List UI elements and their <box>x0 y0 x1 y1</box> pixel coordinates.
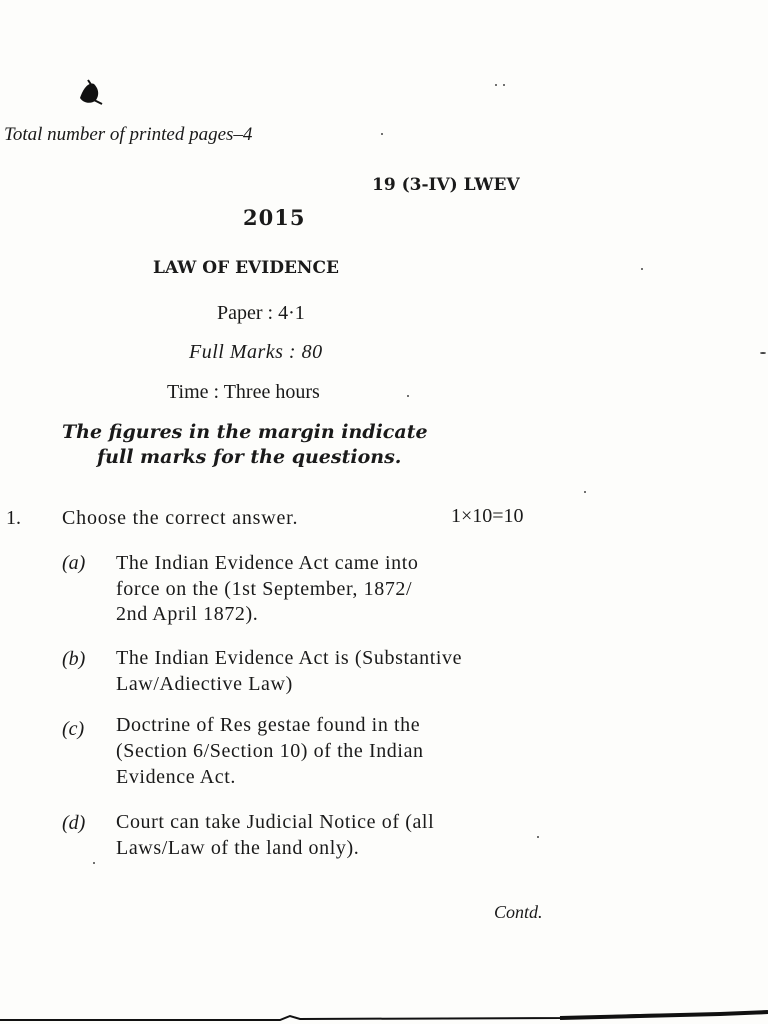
option-label: (a) <box>62 552 86 574</box>
hand-drawn-mark-icon <box>76 78 104 108</box>
instruction-line-1: The figures in the margin indicate <box>62 421 428 443</box>
question-marks: 1×10=10 <box>451 505 524 527</box>
option-label: (b) <box>62 648 86 670</box>
option-line: Court can take Judicial Notice of (all <box>116 811 435 833</box>
option-line: Doctrine of Res gestae found in the <box>116 714 421 736</box>
option-label: (c) <box>62 718 85 740</box>
option-line: force on the (1st September, 1872/ <box>116 578 413 600</box>
option-label: (d) <box>62 812 86 834</box>
paper-code: 19 (3-IV) LWEV <box>372 175 520 195</box>
option-line: The Indian Evidence Act came into <box>116 552 419 574</box>
option-line: (Section 6/Section 10) of the Indian <box>116 740 424 762</box>
option-line: Evidence Act. <box>116 766 236 788</box>
scan-speck <box>537 836 539 838</box>
instruction-line-2: full marks for the questions. <box>97 446 402 468</box>
option-line: Laws/Law of the land only). <box>116 837 360 859</box>
scan-speck <box>503 84 505 86</box>
scan-speck <box>584 491 586 493</box>
scan-speck <box>760 352 766 354</box>
exam-time: Time : Three hours <box>167 381 320 403</box>
scan-speck <box>641 268 643 270</box>
continued-note: Contd. <box>494 902 543 922</box>
option-line: The Indian Evidence Act is (Substantive <box>116 647 463 669</box>
option-line: Law/Adiective Law) <box>116 673 293 695</box>
question-number: 1. <box>6 507 21 529</box>
question-text: Choose the correct answer. <box>62 507 299 529</box>
full-marks: Full Marks : 80 <box>189 341 323 363</box>
scan-speck <box>407 395 409 397</box>
scan-speck <box>381 133 383 135</box>
option-line: 2nd April 1872). <box>116 603 259 625</box>
paper-number: Paper : 4·1 <box>217 302 305 324</box>
exam-year: 2015 <box>243 205 306 230</box>
subject-title: LAW OF EVIDENCE <box>153 258 339 278</box>
scan-speck <box>93 862 95 864</box>
scan-speck <box>495 84 497 86</box>
printed-pages-note: Total number of printed pages–4 <box>4 124 253 145</box>
bottom-rule <box>0 1006 768 1022</box>
